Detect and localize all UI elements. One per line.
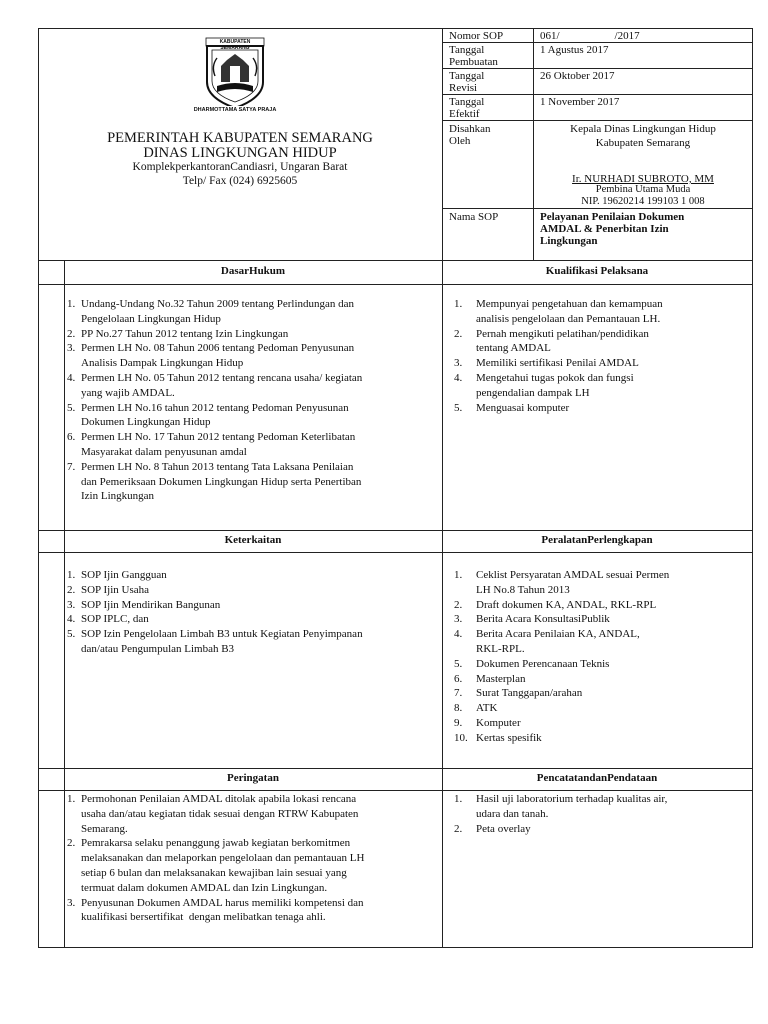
list-item-text: Peta overlay bbox=[476, 822, 531, 835]
list-item-number: 10. bbox=[454, 731, 468, 744]
list-item-text: Semarang. bbox=[81, 822, 128, 835]
logo-top-text: KABUPATEN SEMARANG bbox=[219, 39, 251, 51]
peringatan-list bbox=[67, 792, 439, 925]
list-item-text: LH No.8 Tahun 2013 bbox=[476, 583, 570, 596]
list-item-text: tentang AMDAL bbox=[476, 342, 551, 355]
list-item-text: analisis pengelolaan dan Pemantauan LH. bbox=[476, 312, 661, 325]
list-item-number: 9. bbox=[454, 716, 463, 729]
tgl-pembuatan-label: Tanggal Pembuatan bbox=[449, 44, 498, 68]
list-item-text: Dokumen Perencanaan Teknis bbox=[476, 657, 610, 670]
list-item-text: PP No.27 Tahun 2012 tentang Izin Lingkungan bbox=[81, 327, 289, 340]
tgl-revisi-value: 26 Oktober 2017 bbox=[540, 70, 615, 82]
list-item-text: Memiliki sertifikasi Penilai AMDAL bbox=[476, 357, 639, 370]
list-item-text: Pernah mengikuti pelatihan/pendidikan bbox=[476, 327, 649, 340]
list-item bbox=[444, 568, 750, 598]
list-item-number: 3. bbox=[67, 896, 76, 909]
list-item-text: Kertas spesifik bbox=[476, 731, 542, 744]
list-item-text: Permen LH No. 8 Tahun 2013 tentang Tata Laksana Penilaian bbox=[81, 460, 354, 473]
org-name-line2: DINAS LINGKUNGAN HIDUP bbox=[143, 145, 337, 161]
disahkan-label: Disahkan Oleh bbox=[449, 123, 491, 147]
nama-sop-label: Nama SOP bbox=[449, 211, 499, 223]
list-item bbox=[444, 657, 750, 672]
list-item-text: Berita Acara KonsultasiPublik bbox=[476, 613, 610, 626]
list-item-number: 3. bbox=[454, 613, 463, 626]
list-item-number: 4. bbox=[454, 628, 463, 641]
list-item-number: 3. bbox=[67, 342, 76, 355]
list-item bbox=[444, 686, 750, 701]
list-item-text: Permen LH No.16 tahun 2012 tentang Pedoman Penyusunan bbox=[81, 401, 349, 414]
list-item-text: kualifikasi bersertifikat dengan melibatkan tenaga ahli. bbox=[81, 911, 326, 924]
list-item bbox=[67, 598, 439, 613]
dasar-hukum-list bbox=[67, 297, 439, 504]
tgl-revisi-label: Tanggal Revisi bbox=[449, 70, 485, 94]
list-item bbox=[67, 568, 439, 583]
list-item-number: 5. bbox=[454, 401, 463, 414]
list-item-number: 5. bbox=[454, 657, 463, 670]
nomor-label: Nomor SOP bbox=[449, 30, 504, 42]
list-item-number: 7. bbox=[67, 460, 76, 473]
list-item bbox=[67, 430, 439, 460]
list-item-text: Mengetahui tugas pokok dan fungsi bbox=[476, 371, 634, 384]
list-item bbox=[444, 371, 750, 401]
list-item bbox=[67, 341, 439, 371]
pencatatan-heading: PencatatandanPendataan bbox=[536, 772, 658, 784]
list-item-text: Undang-Undang No.32 Tahun 2009 tentang Perlindungan dan bbox=[81, 298, 355, 310]
org-name-line1: PEMERINTAH KABUPATEN SEMARANG bbox=[107, 130, 373, 146]
list-item bbox=[67, 583, 439, 598]
list-item-number: 4. bbox=[67, 613, 76, 626]
list-item-number: 5. bbox=[67, 401, 76, 414]
list-item-text: termuat dalam dokumen AMDAL dan Izin Lingkungan. bbox=[81, 881, 328, 894]
list-item-text: udara dan tanah. bbox=[476, 807, 549, 820]
list-item-number: 7. bbox=[454, 687, 463, 700]
list-item-text: Pengelolaan Lingkungan Hidup bbox=[81, 312, 221, 325]
list-item bbox=[67, 627, 439, 657]
list-item-text: Ceklist Persyaratan AMDAL sesuai Permen bbox=[476, 569, 670, 581]
list-item bbox=[444, 701, 750, 716]
list-item-number: 1. bbox=[454, 298, 463, 310]
list-item-text: SOP Ijin Gangguan bbox=[81, 569, 167, 581]
list-item bbox=[67, 836, 439, 895]
logo-motto: DHARMOTTAMA SATYA PRAJA bbox=[193, 107, 277, 113]
list-item-text: Dokumen Lingkungan Hidup bbox=[81, 416, 211, 429]
list-item-text: Masterplan bbox=[476, 672, 526, 685]
list-item-text: Permohonan Penilaian AMDAL ditolak apabila lokasi rencana bbox=[81, 793, 357, 805]
list-item-number: 2. bbox=[454, 598, 463, 611]
tgl-pembuatan-value: 1 Agustus 2017 bbox=[540, 44, 609, 56]
list-item-text: melaksanakan dan melaporkan pengelolaan dan pemantauan LH bbox=[81, 852, 365, 865]
keterkaitan-heading: Keterkaitan bbox=[224, 534, 282, 546]
list-item-text: setiap 6 bulan dan melaksanakan kewajiban lain sesuai yang bbox=[81, 866, 347, 879]
disahkan-line1: Kepala Dinas Lingkungan Hidup bbox=[570, 123, 716, 135]
list-item-number: 3. bbox=[454, 357, 463, 370]
list-item bbox=[67, 896, 439, 926]
list-item-text: usaha dan/atau kegiatan tidak sesuai dengan RTRW Kabupaten bbox=[81, 807, 359, 820]
list-item-text: Surat Tanggapan/arahan bbox=[476, 687, 583, 700]
peralatan-list bbox=[444, 568, 750, 746]
list-item-text: pengendalian dampak LH bbox=[476, 386, 590, 399]
list-item-number: 4. bbox=[454, 371, 463, 384]
list-item-text: Masyarakat dalam penyusunan amdal bbox=[81, 445, 247, 458]
list-item-number: 2. bbox=[454, 327, 463, 340]
signer-rank: Pembina Utama Muda bbox=[595, 184, 691, 195]
peringatan-heading: Peringatan bbox=[227, 772, 279, 784]
list-item bbox=[67, 612, 439, 627]
kualifikasi-heading: Kualifikasi Pelaksana bbox=[545, 265, 649, 277]
list-item-text: Draft dokumen KA, ANDAL, RKL-RPL bbox=[476, 598, 657, 611]
list-item-text: Menguasai komputer bbox=[476, 401, 570, 414]
list-item-number: 1. bbox=[454, 793, 463, 805]
list-item-text: SOP Ijin Mendirikan Bangunan bbox=[81, 598, 221, 611]
nama-sop-line1: Pelayanan Penilaian Dokumen bbox=[540, 211, 685, 223]
list-item bbox=[67, 401, 439, 431]
list-item-number: 1. bbox=[67, 569, 76, 581]
list-item bbox=[444, 297, 750, 327]
list-item-number: 8. bbox=[454, 702, 463, 715]
list-item-text: Izin Lingkungan bbox=[81, 490, 155, 503]
list-item-text: SOP Izin Pengelolaan Limbah B3 untuk Kegiatan Penyimpanan bbox=[81, 628, 363, 641]
list-item-text: Pemrakarsa selaku penanggung jawab kegiatan berkomitmen bbox=[81, 837, 351, 850]
list-item-text: dan Pemeriksaan Dokumen Lingkungan Hidup serta Penertiban bbox=[81, 475, 362, 488]
pencatatan-list bbox=[444, 792, 750, 836]
peralatan-heading: PeralatanPerlengkapan bbox=[541, 534, 653, 546]
list-item bbox=[444, 401, 750, 416]
list-item-number: 2. bbox=[454, 822, 463, 835]
org-address: KomplekperkantoranCandiasri, Ungaran Barat bbox=[132, 161, 348, 173]
list-item bbox=[67, 460, 439, 504]
signer-name: Ir. NURHADI SUBROTO, MM bbox=[572, 173, 714, 185]
list-item-text: Berita Acara Penilaian KA, ANDAL, bbox=[476, 628, 640, 641]
list-item-text: Permen LH No. 08 Tahun 2006 tentang Pedoman Penyusunan bbox=[81, 342, 355, 355]
list-item bbox=[444, 731, 750, 746]
list-item bbox=[444, 327, 750, 357]
list-item-number: 1. bbox=[454, 569, 463, 581]
list-item-text: Mempunyai pengetahuan dan kemampuan bbox=[476, 298, 663, 310]
list-item-text: Permen LH No. 05 Tahun 2012 tentang rencana usaha/ kegiatan bbox=[81, 371, 363, 384]
list-item bbox=[444, 672, 750, 687]
list-item bbox=[444, 822, 750, 837]
list-item-text: dan/atau Pengumpulan Limbah B3 bbox=[81, 642, 235, 655]
list-item bbox=[444, 792, 750, 822]
list-item-text: Penyusunan Dokumen AMDAL harus memiliki kompetensi dan bbox=[81, 896, 364, 909]
list-item bbox=[444, 598, 750, 613]
list-item bbox=[67, 371, 439, 401]
list-item-number: 3. bbox=[67, 598, 76, 611]
nama-sop-line2: AMDAL & Penerbitan Izin bbox=[540, 223, 669, 235]
list-item-number: 2. bbox=[67, 837, 76, 850]
list-item bbox=[444, 716, 750, 731]
disahkan-line2: Kabupaten Semarang bbox=[595, 137, 691, 149]
list-item-text: Analisis Dampak Lingkungan Hidup bbox=[81, 357, 244, 370]
list-item-number: 5. bbox=[67, 628, 76, 641]
list-item-number: 2. bbox=[67, 327, 76, 340]
list-item-number: 1. bbox=[67, 793, 76, 805]
keterkaitan-list bbox=[67, 568, 439, 657]
list-item-text: Permen LH No. 17 Tahun 2012 tentang Pedoman Keterlibatan bbox=[81, 431, 356, 444]
nomor-value: 061/ /2017 bbox=[540, 30, 640, 42]
org-phone: Telp/ Fax (024) 6925605 bbox=[182, 175, 298, 187]
list-item-text: ATK bbox=[476, 702, 498, 715]
list-item bbox=[444, 612, 750, 627]
list-item bbox=[444, 627, 750, 657]
list-item-number: 1. bbox=[67, 298, 76, 310]
dasar-hukum-heading: DasarHukum bbox=[220, 265, 286, 277]
list-item-text: RKL-RPL. bbox=[476, 642, 525, 655]
list-item bbox=[444, 356, 750, 371]
list-item-number: 6. bbox=[67, 431, 76, 444]
list-item-number: 6. bbox=[454, 672, 463, 685]
list-item bbox=[67, 327, 439, 342]
logo bbox=[193, 36, 277, 114]
tgl-efektif-label: Tanggal Efektif bbox=[449, 96, 485, 120]
list-item-number: 2. bbox=[67, 583, 76, 596]
list-item-text: yang wajib AMDAL. bbox=[81, 386, 175, 399]
list-item bbox=[67, 297, 439, 327]
list-item bbox=[67, 792, 439, 836]
list-item-text: Hasil uji laboratorium terhadap kualitas air, bbox=[476, 793, 668, 805]
nama-sop-line3: Lingkungan bbox=[540, 235, 598, 247]
list-item-number: 4. bbox=[67, 371, 76, 384]
list-item-text: SOP IPLC, dan bbox=[81, 613, 149, 626]
list-item-text: Komputer bbox=[476, 716, 521, 729]
tgl-efektif-value: 1 November 2017 bbox=[540, 96, 620, 108]
list-item-text: SOP Ijin Usaha bbox=[81, 583, 150, 596]
signer-nip: NIP. 19620214 199103 1 008 bbox=[581, 196, 705, 207]
kualifikasi-list bbox=[444, 297, 750, 415]
